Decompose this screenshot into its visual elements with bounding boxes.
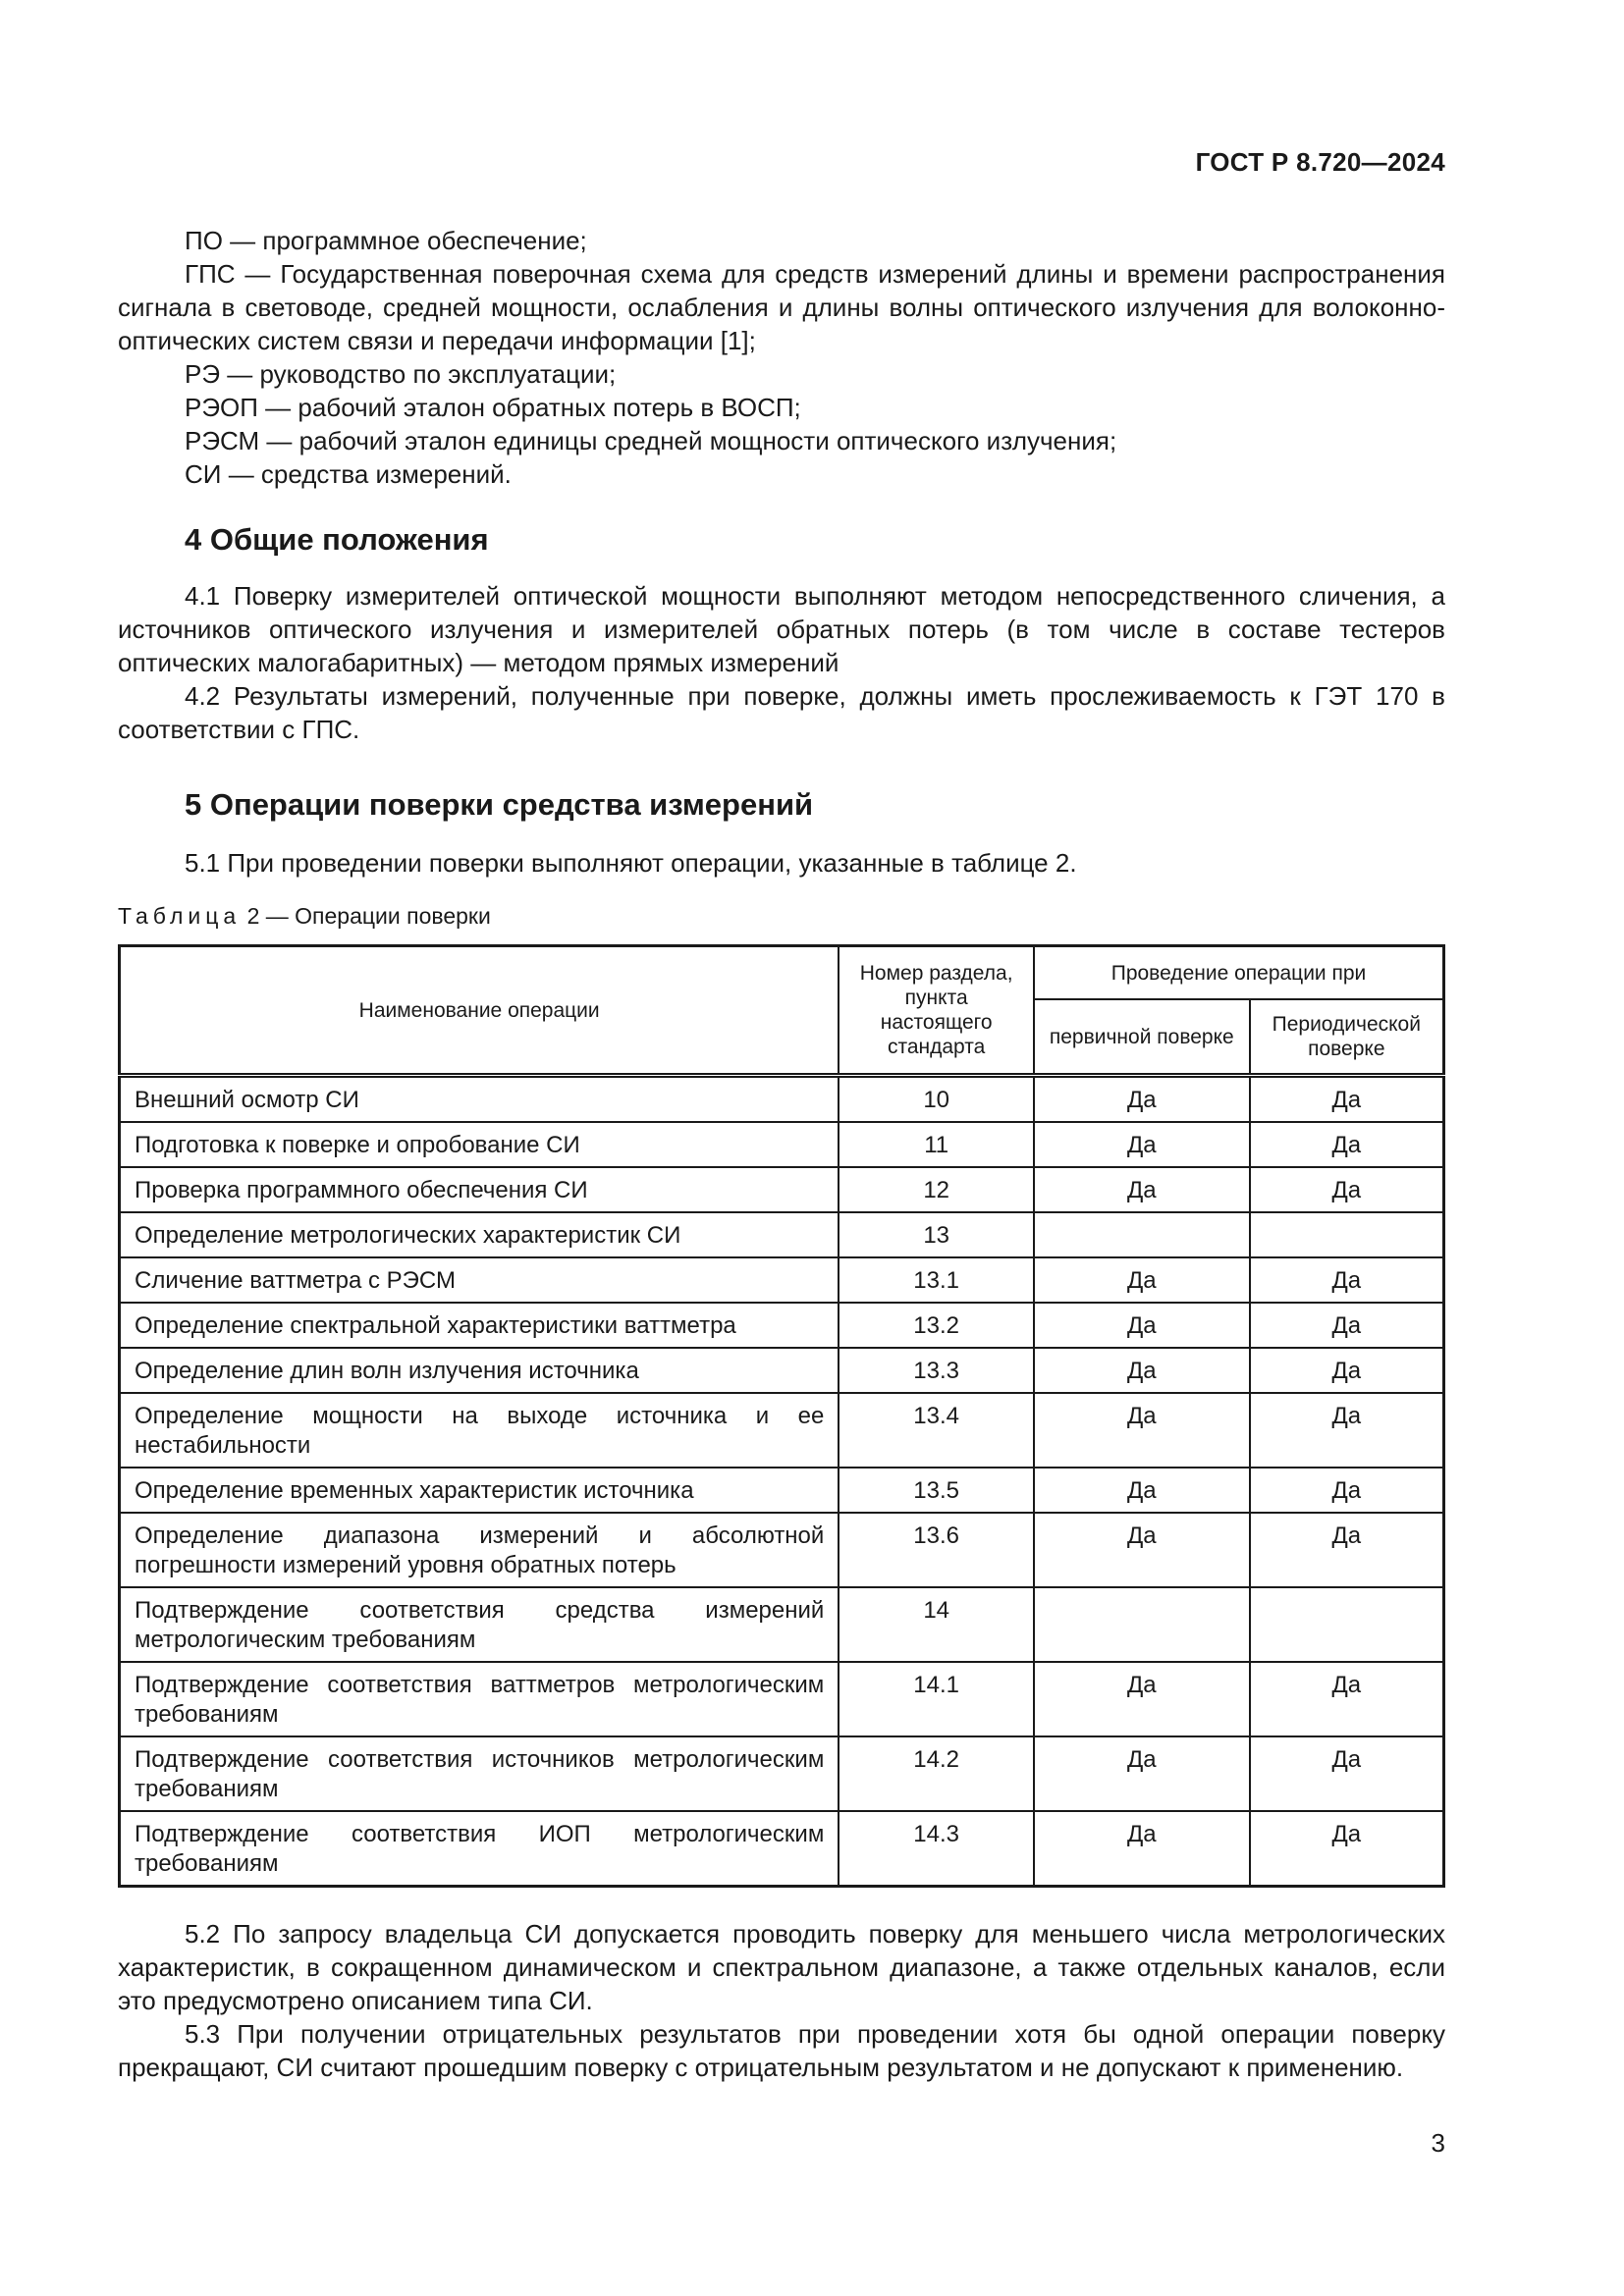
cell-number: 13.1 [839, 1257, 1034, 1303]
cell-primary: Да [1034, 1303, 1250, 1348]
cell-number: 13.4 [839, 1393, 1034, 1468]
abbreviation-item: ГПС — Государственная поверочная схема для средств измерений длины и времени распространения сигнала в световоде, средней мощности, ослабления и длины волны оптического излучения для волоконно-оптических систем связи и передачи информации [1]; [118, 259, 1445, 355]
table-row [120, 1257, 1444, 1303]
table-row [120, 1811, 1444, 1887]
section-heading: 5 Операции поверки средства измерений [185, 787, 814, 822]
table-label: Таблица [118, 903, 242, 929]
cell-operation: Подтверждение соответствия источников метрологическим требованиям [120, 1736, 839, 1811]
abbreviation-item: РЭОП — рабочий эталон обратных потерь в ВОСП; [185, 393, 801, 422]
table-row [120, 1587, 1444, 1662]
cell-operation: Сличение ваттметра с РЭСМ [120, 1257, 839, 1303]
cell-periodic: Да [1250, 1303, 1444, 1348]
cell-primary: Да [1034, 1736, 1250, 1811]
cell-periodic: Да [1250, 1076, 1444, 1123]
table-row [120, 1167, 1444, 1212]
cell-operation: Проверка программного обеспечения СИ [120, 1167, 839, 1212]
cell-primary [1034, 1212, 1250, 1257]
cell-operation: Подтверждение соответствия ИОП метрологическим требованиям [120, 1811, 839, 1887]
page-content [118, 224, 1445, 2084]
paragraph: 5.3 При получении отрицательных результатов при проведении хотя бы одной операции поверку прекращают, СИ считают прошедшим поверку с отрицательным результатом и не допускают к применению. [118, 2019, 1445, 2082]
cell-number: 10 [839, 1076, 1034, 1123]
cell-number: 13 [839, 1212, 1034, 1257]
cell-periodic: Да [1250, 1257, 1444, 1303]
page-number: 3 [1431, 2128, 1445, 2158]
cell-operation: Определение длин волн излучения источника [120, 1348, 839, 1393]
abbreviation-item: ПО — программное обеспечение; [185, 226, 587, 255]
table-row [120, 1212, 1444, 1257]
cell-periodic: Да [1250, 1736, 1444, 1811]
table-row [120, 1348, 1444, 1393]
cell-number: 13.5 [839, 1468, 1034, 1513]
cell-number: 13.6 [839, 1513, 1034, 1587]
cell-number: 13.2 [839, 1303, 1034, 1348]
abbreviation-item: РЭСМ — рабочий эталон единицы средней мощности оптического излучения; [185, 426, 1117, 455]
table-row [120, 1122, 1444, 1167]
cell-periodic: Да [1250, 1468, 1444, 1513]
cell-primary [1034, 1587, 1250, 1662]
table-title: 2 — Операции поверки [241, 903, 491, 929]
table-caption [118, 901, 1445, 931]
document-id: ГОСТ Р 8.720—2024 [1195, 147, 1445, 177]
cell-periodic: Да [1250, 1348, 1444, 1393]
cell-periodic: Да [1250, 1811, 1444, 1887]
cell-number: 11 [839, 1122, 1034, 1167]
cell-primary: Да [1034, 1076, 1250, 1123]
cell-periodic: Да [1250, 1662, 1444, 1736]
cell-number: 14.1 [839, 1662, 1034, 1736]
cell-operation: Определение метрологических характеристик СИ [120, 1212, 839, 1257]
table-row [120, 1513, 1444, 1587]
cell-number: 14.3 [839, 1811, 1034, 1887]
paragraph: 5.1 При проведении поверки выполняют операции, указанные в таблице 2. [185, 848, 1077, 878]
cell-number: 14.2 [839, 1736, 1034, 1811]
cell-primary: Да [1034, 1393, 1250, 1468]
cell-number: 12 [839, 1167, 1034, 1212]
cell-operation: Определение диапазона измерений и абсолютной погрешности измерений уровня обратных потерь [120, 1513, 839, 1587]
table-row [120, 1468, 1444, 1513]
table-row [120, 1736, 1444, 1811]
table-row [120, 1303, 1444, 1348]
cell-primary: Да [1034, 1513, 1250, 1587]
cell-primary: Да [1034, 1662, 1250, 1736]
cell-operation: Определение мощности на выходе источника и ее нестабильности [120, 1393, 839, 1468]
cell-periodic: Да [1250, 1167, 1444, 1212]
cell-operation: Подготовка к поверке и опробование СИ [120, 1122, 839, 1167]
cell-operation: Подтверждение соответствия средства измерений метрологическим требованиям [120, 1587, 839, 1662]
paragraph: 4.1 Поверку измерителей оптической мощности выполняют методом непосредственного сличения, а источников оптического излучения и измерителей обратных потерь (в том числе в составе тестеров оптических малогабаритных) — методом прямых измерений [118, 581, 1445, 677]
table-row [120, 1076, 1444, 1123]
cell-number: 14 [839, 1587, 1034, 1662]
cell-number: 13.3 [839, 1348, 1034, 1393]
header-verification-group: Проведение операции при [1034, 946, 1443, 1000]
abbreviation-item: СИ — средства измерений. [185, 459, 512, 489]
cell-periodic [1250, 1587, 1444, 1662]
cell-primary: Да [1034, 1167, 1250, 1212]
table-row [120, 1393, 1444, 1468]
cell-primary: Да [1034, 1468, 1250, 1513]
paragraph: 5.2 По запросу владельца СИ допускается проводить поверку для меньшего числа метрологических характеристик, в сокращенном динамическом и спектральном диапазоне, а также отдельных каналов, если это предусмотрено описанием типа СИ. [118, 1919, 1445, 2015]
header-periodic: Периодической поверке [1250, 999, 1444, 1076]
table-row [120, 1662, 1444, 1736]
abbreviation-item: РЭ — руководство по эксплуатации; [185, 359, 617, 389]
cell-periodic: Да [1250, 1122, 1444, 1167]
paragraph: 4.2 Результаты измерений, полученные при поверке, должны иметь прослеживаемость к ГЭТ 170 в соответствии с ГПС. [118, 681, 1445, 744]
cell-periodic: Да [1250, 1393, 1444, 1468]
cell-primary: Да [1034, 1811, 1250, 1887]
cell-periodic: Да [1250, 1513, 1444, 1587]
header-primary: первичной поверке [1034, 999, 1250, 1076]
cell-primary: Да [1034, 1257, 1250, 1303]
cell-primary: Да [1034, 1122, 1250, 1167]
cell-operation: Определение спектральной характеристики ваттметра [120, 1303, 839, 1348]
cell-operation: Подтверждение соответствия ваттметров метрологическим требованиям [120, 1662, 839, 1736]
section-heading: 4 Общие положения [185, 522, 489, 557]
operations-table [118, 944, 1445, 1888]
header-operation-name: Наименование операции [120, 946, 839, 1076]
cell-operation: Внешний осмотр СИ [120, 1076, 839, 1123]
abbreviations-list [118, 224, 1445, 491]
cell-operation: Определение временных характеристик источника [120, 1468, 839, 1513]
cell-primary: Да [1034, 1348, 1250, 1393]
cell-periodic [1250, 1212, 1444, 1257]
header-section-number: Номер раздела, пункта настоящего стандарта [839, 946, 1034, 1076]
